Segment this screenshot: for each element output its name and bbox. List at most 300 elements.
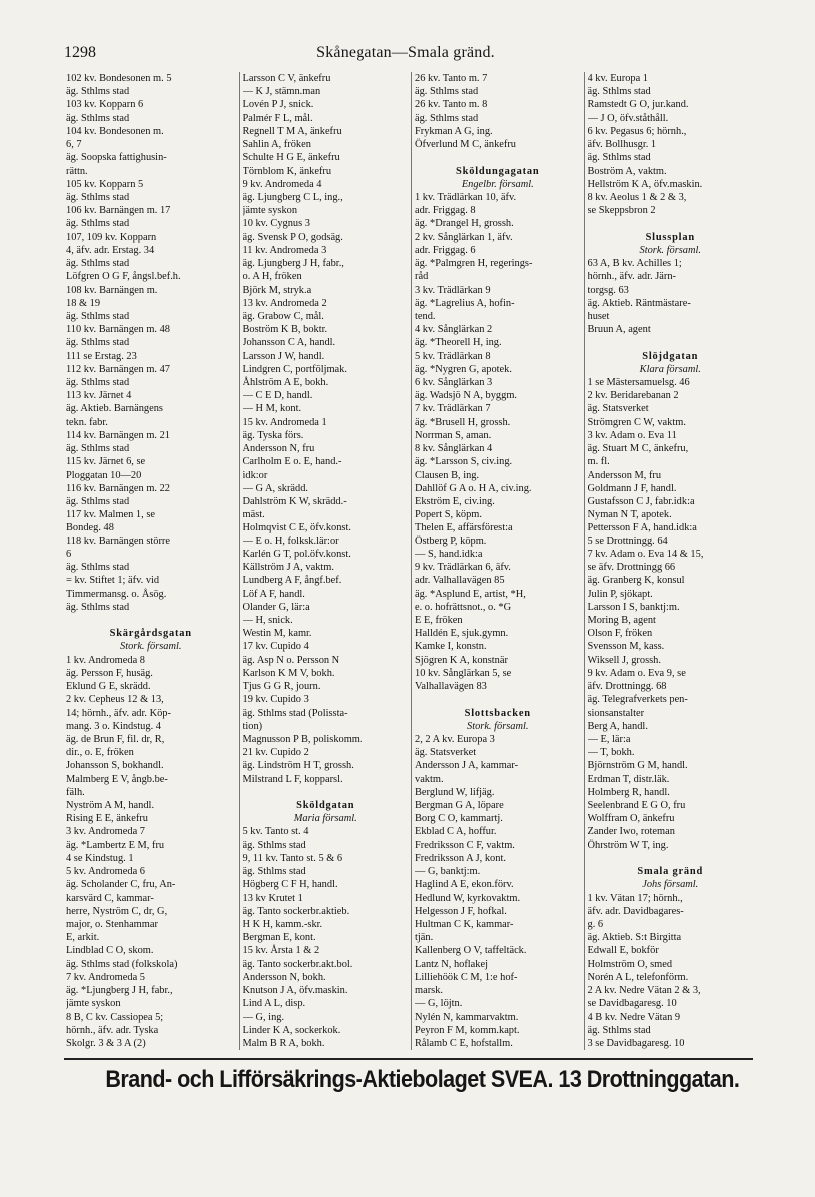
directory-entry: karsvärd C, kammar-: [66, 892, 154, 904]
directory-entry: tend.: [415, 310, 436, 322]
street-heading: Sköldgatan: [296, 800, 355, 812]
directory-entry: 3 kv. Andromeda 7: [66, 826, 145, 838]
directory-entry: 8 kv. Sånglärkan 4: [415, 443, 493, 455]
directory-entry: g. 6: [587, 919, 604, 930]
directory-entry: Lilliehöök C M, 1:e hof-: [415, 971, 518, 983]
parish-subheading: Stork. församl.: [467, 720, 529, 732]
directory-entry: äg. Telegrafverkets pen-: [587, 694, 688, 706]
directory-entry: E, arkit.: [66, 932, 100, 944]
directory-entry: äg. *Ljungberg J H, fabr.,: [66, 985, 173, 997]
directory-entry: Ramstedt G O, jur.kand.: [587, 99, 689, 111]
street-heading: Sköldungagatan: [456, 165, 540, 177]
directory-entry: Malmberg E V, ångb.be-: [66, 773, 168, 785]
directory-entry: Pettersson F A, hand.idk:a: [587, 522, 697, 534]
directory-entry: [243, 786, 409, 799]
directory-entry: äg. Sthlms stad: [66, 562, 130, 574]
directory-entry: äg. Ljungberg C L, ing.,: [242, 191, 343, 203]
directory-entry: äg. Aktieb. Barnängens: [66, 403, 163, 415]
directory-entry: Dahllöf G A o. H A, civ.ing.: [415, 482, 532, 494]
directory-entry: äg. *Nygren G, apotek.: [415, 363, 512, 375]
directory-entry: äg. Sthlms stad: [415, 86, 479, 98]
directory-entry: äg. Granberg K, konsul: [587, 575, 685, 587]
directory-entry: tjän.: [415, 932, 434, 944]
directory-entry: Eklund G E, skrädd.: [66, 681, 151, 693]
directory-entry: Fredriksson C F, vaktm.: [415, 839, 515, 851]
directory-entry: Zander Iwo, roteman: [587, 826, 675, 838]
directory-entry: 3 kv. Trädlärkan 9: [415, 284, 491, 296]
directory-entry: Nylén N, kammarvaktm.: [415, 1011, 519, 1023]
directory-entry: äg. Sthlms stad: [587, 1024, 651, 1036]
directory-entry: äg. Tanto sockerbr.akt.bol.: [242, 958, 353, 970]
directory-entry: [66, 614, 236, 627]
directory-entry: Clausen B, ing.: [415, 469, 480, 481]
directory-entry: Löf A F, handl.: [242, 588, 305, 600]
directory-entry: äg. Sthlms stad: [587, 152, 651, 164]
directory-entry: Johansson S, bokhandl.: [66, 760, 164, 772]
directory-column-4: [584, 72, 757, 1050]
directory-entry: Källström J A, vaktm.: [242, 562, 334, 574]
directory-entry: Larsson C V, änkefru: [242, 73, 331, 84]
directory-entry: 11 kv. Andromeda 3: [242, 244, 327, 256]
directory-entry: Sjögren K A, konstnär: [415, 654, 508, 666]
directory-entry: adr. Valhallavägen 85: [415, 575, 505, 587]
directory-entry: H K H, kamm.-skr.: [242, 919, 323, 930]
directory-entry: Lind A L, disp.: [242, 998, 306, 1010]
directory-entry: e. o. hofrättsnot., o. *G: [415, 601, 512, 613]
directory-entry: se Skeppsbron 2: [587, 205, 656, 217]
directory-entry: äg. Wadsjö N A, byggm.: [415, 390, 518, 402]
parish-subheading: Klara församl.: [639, 363, 701, 375]
directory-entry: 4 kv. Europa 1: [587, 73, 649, 84]
directory-entry: m. fl.: [587, 456, 610, 468]
directory-entry: 9, 11 kv. Tanto st. 5 & 6: [242, 852, 343, 864]
page-header: [60, 44, 751, 70]
directory-entry: äg. Sthlms stad: [66, 86, 130, 98]
directory-entry: äg. Stuart M C, änkefru,: [587, 443, 689, 455]
directory-entry: Karlén G T, pol.öfv.konst.: [242, 548, 351, 560]
directory-entry: 106 kv. Barnängen m. 17: [66, 205, 171, 217]
directory-entry: 1 kv. Andromeda 8: [66, 654, 145, 666]
directory-entry: hörnh., äfv. adr. Tyska: [66, 1024, 159, 1036]
directory-entry: Ekblad C A, hoffur.: [415, 826, 497, 838]
directory-entry: äg. *Larsson S, civ.ing.: [415, 456, 513, 468]
directory-column-2: [239, 72, 412, 1050]
directory-entry: Larsson J W, handl.: [242, 350, 325, 362]
directory-entry: 7 kv. Trädlärkan 7: [415, 403, 491, 415]
directory-entry: 19 kv. Cupido 3: [242, 694, 309, 706]
street-heading: Slottsbacken: [464, 707, 531, 719]
directory-entry: äg. Sthlms stad: [66, 377, 130, 389]
directory-entry: Halldén E, sjuk.gymn.: [415, 628, 509, 640]
directory-entry: äg. *Asplund E, artist, *H,: [415, 588, 526, 600]
directory-entry: — E o. H, folksk.lär:or: [242, 535, 339, 547]
directory-entry: 13 kv Krutet 1: [242, 892, 303, 904]
directory-entry: Lovén P J, snick.: [242, 99, 314, 111]
directory-entry: 2 kv. Sånglärkan 1, äfv.: [415, 231, 513, 243]
directory-entry: 15 kv. Årsta 1 & 2: [242, 945, 320, 957]
directory-entry: Larsson I S, banktj:m.: [587, 601, 680, 613]
directory-entry: Thelen E, affärsförest:a: [415, 522, 513, 534]
directory-entry: 6 kv. Sånglärkan 3: [415, 377, 493, 389]
directory-entry: 116 kv. Barnängen m. 22: [66, 482, 170, 494]
directory-entry: Milstrand L F, kopparsl.: [242, 773, 343, 785]
directory-entry: Erdman T, distr.läk.: [587, 773, 670, 785]
directory-entry: tion): [242, 720, 263, 732]
directory-entry: 111 se Erstag. 23: [66, 350, 137, 362]
directory-entry: torgsg. 63: [587, 284, 629, 296]
directory-entry: o. A H, fröken: [242, 271, 302, 283]
directory-entry: [415, 151, 581, 164]
directory-entry: Hedlund W, kyrkovaktm.: [415, 892, 521, 904]
directory-entry: 112 kv. Barnängen m. 47: [66, 363, 170, 375]
directory-entry: Palmér F L, mål.: [242, 112, 313, 124]
parish-subheading: Stork. församl.: [120, 641, 182, 653]
directory-entry: herre, Nyström C, dr, G,: [66, 905, 168, 917]
directory-entry: 2 kv. Cepheus 12 & 13,: [66, 694, 164, 706]
directory-entry: äg. Sthlms stad: [242, 866, 306, 878]
directory-entry: Carlholm E o. E, hand.-: [242, 456, 342, 468]
directory-entry: äg. *Lambertz E M, fru: [66, 839, 165, 851]
directory-entry: 2 A kv. Nedre Vätan 2 & 3,: [587, 985, 701, 997]
directory-column-3: [411, 72, 584, 1050]
directory-entry: äg. Statsverket: [415, 747, 477, 759]
directory-entry: Hellström K A, öfv.maskin.: [587, 178, 703, 190]
directory-entry: 15 kv. Andromeda 1: [242, 416, 327, 428]
directory-entry: 3 se Davidbagaresg. 10: [587, 1037, 685, 1049]
directory-entry: äg. Scholander C, fru, An-: [66, 879, 176, 891]
directory-entry: 114 kv. Barnängen m. 21: [66, 429, 170, 441]
directory-entry: vaktm.: [415, 773, 444, 785]
directory-entry: Malm B R A, bokh.: [242, 1037, 325, 1049]
directory-entry: = kv. Stiftet 1; äfv. vid: [66, 575, 160, 587]
directory-entry: Bondeg. 48: [66, 522, 114, 534]
directory-entry: 5 se Drottningg. 64: [587, 535, 668, 547]
directory-column-1: [66, 72, 239, 1050]
directory-entry: Sahlin A, fröken: [242, 139, 311, 151]
directory-entry: — G, banktj:m.: [415, 866, 481, 878]
directory-entry: Boström A, vaktm.: [587, 165, 667, 177]
directory-entry: Högberg C F H, handl.: [242, 879, 338, 891]
directory-entry: råd: [415, 271, 429, 283]
directory-entry: 6, 7: [66, 139, 82, 151]
directory-entry: Borg C O, kammartj.: [415, 813, 503, 825]
directory-entry: se Davidbagaresg. 10: [587, 998, 677, 1010]
parish-subheading: Stork. församl.: [639, 244, 701, 256]
directory-entry: Lantz N, hoflakej: [415, 958, 488, 970]
directory-entry: Bergman E, kont.: [242, 932, 316, 944]
directory-entry: adr. Friggag. 6: [415, 244, 476, 256]
directory-entry: 110 kv. Barnängen m. 48: [66, 324, 170, 336]
street-heading: Skärgårdsgatan: [109, 628, 192, 640]
directory-entry: Berg A, handl.: [587, 720, 648, 732]
directory-entry: äg. Sthlms stad: [66, 218, 130, 230]
directory-entry: äg. Asp N o. Persson N: [242, 654, 340, 666]
footer-advertisement: Brand- och Lifförsäkrings-Aktiebolaget SVEA. 13 Drottninggatan.: [105, 1066, 740, 1093]
directory-entry: äg. Tyska förs.: [242, 429, 304, 441]
directory-entry: Törnblom K, änkefru: [242, 165, 332, 177]
directory-entry: [415, 693, 581, 706]
directory-entry: Holmqvist C E, öfv.konst.: [242, 522, 351, 534]
directory-entry: Wiksell J, grossh.: [587, 654, 661, 666]
directory-entry: — E, lär:a: [587, 733, 631, 745]
directory-entry: 102 kv. Bondesonen m. 5: [66, 73, 172, 84]
directory-entry: 4 kv. Sånglärkan 2: [415, 324, 493, 336]
directory-entry: 9 kv. Trädlärkan 6, äfv.: [415, 562, 511, 574]
directory-entry: Dahlström K W, skrädd.-: [242, 496, 347, 507]
directory-entry: Svensson M, kass.: [587, 641, 665, 653]
directory-entry: Karlson K M V, bokh.: [242, 667, 335, 679]
directory-entry: Linder K A, sockerkok.: [242, 1024, 341, 1036]
directory-entry: Lindblad C O, skom.: [66, 945, 154, 957]
directory-entry: 115 kv. Järnet 6, se: [66, 456, 146, 468]
directory-entry: 105 kv. Kopparn 5: [66, 178, 144, 190]
directory-entry: — H M, kont.: [242, 403, 302, 415]
parish-subheading: Johs församl.: [642, 879, 699, 891]
directory-entry: Tjus G G R, journ.: [242, 681, 321, 693]
directory-entry: fälh.: [66, 786, 85, 798]
directory-entry: Westin M, kamr.: [242, 628, 312, 640]
directory-entry: 8 kv. Aeolus 1 & 2 & 3,: [587, 191, 687, 203]
parish-subheading: Engelbr. församl.: [461, 178, 534, 190]
directory-entry: äg. Sthlms stad: [242, 839, 306, 851]
directory-entry: Olander G, lär:a: [242, 601, 310, 613]
directory-entry: jämte syskon: [66, 998, 121, 1010]
directory-entry: Nyman N T, apotek.: [587, 509, 672, 521]
directory-entry: Goldmann J F, handl.: [587, 482, 677, 494]
directory-entry: 2, 2 A kv. Europa 3: [415, 733, 495, 745]
directory-entry: äg. Svensk P O, godsäg.: [242, 231, 343, 243]
directory-entry: 4 se Kindstug. 1: [66, 852, 134, 864]
directory-entry: 5 kv. Andromeda 6: [66, 866, 145, 878]
directory-entry: Olson F, fröken: [587, 628, 653, 640]
directory-entry: mang. 3 o. Kindstug. 4: [66, 720, 161, 732]
street-heading: Slöjdgatan: [642, 350, 699, 362]
directory-entry: äg. Statsverket: [587, 403, 649, 415]
directory-columns: [66, 72, 756, 1050]
directory-entry: Rålamb C E, hofstallm.: [415, 1037, 513, 1049]
directory-entry: 103 kv. Kopparn 6: [66, 99, 144, 111]
directory-entry: idk:or: [242, 469, 268, 481]
directory-entry: Fredriksson A J, kont.: [415, 852, 506, 864]
directory-entry: äg. Sthlms stad (Polissta-: [242, 707, 348, 719]
directory-entry: marsk.: [415, 985, 443, 997]
directory-entry: Öhrström W T, ing.: [587, 839, 669, 851]
directory-entry: 63 A, B kv. Achilles 1;: [587, 258, 682, 270]
directory-entry: 1 kv. Vätan 17; hörnh.,: [587, 892, 683, 904]
directory-entry: äg. *Lagrelius A, hofin-: [415, 297, 515, 309]
directory-entry: äg. Tanto sockerbr.aktieb.: [242, 905, 350, 917]
directory-entry: Boström K B, boktr.: [242, 324, 328, 336]
directory-entry: E E, fröken: [415, 614, 463, 626]
directory-entry: äg. Sthlms stad: [66, 310, 130, 322]
directory-entry: — S, hand.idk:a: [415, 548, 483, 560]
directory-entry: äg. *Brusell H, grossh.: [415, 416, 511, 428]
directory-entry: äg. Sthlms stad: [66, 601, 130, 613]
directory-entry: Andersson J A, kammar-: [415, 760, 519, 772]
directory-entry: adr. Friggag. 8: [415, 205, 476, 217]
directory-entry: — C E D, handl.: [242, 390, 313, 402]
directory-entry: äfv. adr. Davidbagares-: [587, 905, 684, 917]
directory-entry: Popert S, köpm.: [415, 509, 482, 521]
directory-entry: äfv. Bollhusgr. 1: [587, 139, 657, 151]
directory-entry: 117 kv. Malmen 1, se: [66, 509, 155, 521]
directory-entry: dir., o. E, fröken: [66, 747, 134, 759]
directory-entry: Ekström E, civ.ing.: [415, 496, 495, 507]
directory-entry: 6: [66, 548, 72, 560]
directory-entry: Haglind A E, ekon.förv.: [415, 879, 514, 891]
directory-entry: äg. Sthlms stad (folkskola): [66, 958, 178, 970]
directory-entry: Schulte H G E, änkefru: [242, 152, 340, 164]
directory-entry: Seelenbrand E G O, fru: [587, 800, 686, 812]
directory-entry: 1 kv. Trädlärkan 10, äfv.: [415, 191, 517, 203]
directory-entry: 7 kv. Andromeda 5: [66, 971, 145, 983]
directory-entry: äfv. Drottningg. 68: [587, 681, 667, 693]
directory-entry: 5 kv. Trädlärkan 8: [415, 350, 491, 362]
directory-entry: äg. Aktieb. S:t Birgitta: [587, 932, 682, 944]
directory-entry: äg. Lindström H T, grossh.: [242, 760, 354, 772]
directory-entry: Ploggatan 10—20: [66, 469, 142, 481]
directory-entry: äg. Sthlms stad: [66, 496, 130, 507]
page-title: Skånegatan—Smala gränd.: [316, 44, 495, 61]
directory-entry: äg. *Theorell H, ing.: [415, 337, 502, 349]
directory-entry: äg. Aktieb. Räntmästare-: [587, 297, 691, 309]
directory-entry: Björnström G M, handl.: [587, 760, 688, 772]
directory-entry: mäst.: [242, 509, 265, 521]
directory-entry: 107, 109 kv. Kopparn: [66, 231, 157, 243]
directory-entry: äg. Sthlms stad: [66, 258, 130, 270]
directory-entry: Gustafsson C J, fabr.idk:a: [587, 496, 695, 507]
directory-entry: äg. Sthlms stad: [587, 86, 651, 98]
footer-divider: [64, 1058, 753, 1060]
directory-entry: Kamke I, konstn.: [415, 641, 487, 653]
directory-entry: Strömgren C W, vaktm.: [587, 416, 686, 428]
directory-entry: äg. Sthlms stad: [66, 191, 130, 203]
directory-entry: tekn. fabr.: [66, 416, 108, 428]
directory-entry: — H, snick.: [242, 614, 293, 626]
directory-entry: huset: [587, 310, 610, 322]
directory-entry: Rising E E, änkefru: [66, 813, 148, 825]
directory-entry: Frykman A G, ing.: [415, 125, 493, 137]
directory-entry: Bergman G A, löpare: [415, 800, 504, 812]
directory-entry: hörnh., äfv. adr. Järn-: [587, 271, 676, 283]
directory-entry: 118 kv. Barnängen större: [66, 535, 170, 547]
directory-entry: 4, äfv. adr. Erstag. 34: [66, 244, 155, 256]
directory-entry: Lindgren C, portföljmak.: [242, 363, 347, 375]
directory-entry: äg. Persson F, husäg.: [66, 667, 153, 679]
directory-entry: 4 B kv. Nedre Vätan 9: [587, 1011, 681, 1023]
street-heading: Smala gränd: [637, 866, 704, 878]
directory-entry: Hultman C K, kammar-: [415, 919, 514, 930]
directory-entry: 5 kv. Tanto st. 4: [242, 826, 309, 838]
directory-entry: Skolgr. 3 & 3 A (2): [66, 1037, 146, 1049]
directory-entry: — G, ing.: [242, 1011, 285, 1023]
directory-entry: äg. Ljungberg J H, fabr.,: [242, 258, 344, 270]
directory-entry: äg. *Palmgren H, regerings-: [415, 258, 533, 270]
directory-entry: Wolffram O, änkefru: [587, 813, 675, 825]
directory-entry: [588, 217, 754, 230]
directory-entry: äg. Grabow C, mål.: [242, 310, 324, 322]
directory-entry: Nyström A M, handl.: [66, 800, 155, 812]
directory-entry: rättn.: [66, 165, 88, 177]
directory-entry: Holmberg R, handl.: [587, 786, 670, 798]
directory-entry: äg. Sthlms stad: [66, 337, 130, 349]
directory-entry: 2 kv. Beridarebanan 2: [587, 390, 679, 402]
directory-entry: — J O, öfv.ståthåll.: [587, 112, 669, 124]
directory-entry: Regnell T M A, änkefru: [242, 125, 342, 137]
directory-entry: äg. Soopska fattighusin-: [66, 152, 167, 164]
directory-entry: Andersson M, fru: [587, 469, 662, 481]
directory-entry: äg. Sthlms stad: [66, 443, 130, 455]
directory-entry: Andersson N, bokh.: [242, 971, 326, 983]
directory-entry: äg. *Drangel H, grossh.: [415, 218, 514, 230]
directory-entry: jämte syskon: [242, 205, 298, 217]
directory-entry: 104 kv. Bondesonen m.: [66, 125, 164, 137]
directory-entry: — T, bokh.: [587, 747, 635, 759]
directory-entry: Peyron F M, komm.kapt.: [415, 1024, 520, 1036]
directory-entry: 26 kv. Tanto m. 8: [415, 99, 488, 111]
directory-entry: 10 kv. Cygnus 3: [242, 218, 310, 230]
directory-entry: 9 kv. Adam o. Eva 9, se: [587, 667, 686, 679]
directory-entry: 108 kv. Barnängen m.: [66, 284, 158, 296]
directory-entry: 113 kv. Järnet 4: [66, 390, 132, 402]
directory-entry: 3 kv. Adam o. Eva 11: [587, 429, 677, 441]
directory-entry: 10 kv. Sånglärkan 5, se: [415, 667, 512, 679]
directory-entry: 14; hörnh., äfv. adr. Köp-: [66, 707, 171, 719]
directory-entry: — G, löjtn.: [415, 998, 463, 1010]
directory-entry: 26 kv. Tanto m. 7: [415, 73, 488, 84]
directory-entry: Kallenberg O V, taffeltäck.: [415, 945, 527, 957]
directory-entry: 17 kv. Cupido 4: [242, 641, 309, 653]
directory-entry: äg. Sthlms stad: [415, 112, 479, 124]
directory-entry: Åhlström A E, bokh.: [242, 377, 329, 389]
directory-entry: — K J, stämn.man: [242, 86, 321, 98]
directory-entry: Edwall E, bokför: [587, 945, 659, 957]
directory-entry: [588, 852, 754, 865]
directory-entry: Magnusson P B, poliskomm.: [242, 733, 363, 745]
directory-entry: Helgesson J F, hofkal.: [415, 905, 507, 917]
directory-entry: Julin P, sjökapt.: [587, 588, 653, 600]
directory-entry: — G A, skrädd.: [242, 482, 309, 494]
directory-entry: major, o. Stenhammar: [66, 919, 158, 930]
street-heading: Slussplan: [645, 231, 695, 243]
directory-entry: 6 kv. Pegasus 6; hörnh.,: [587, 125, 687, 137]
directory-entry: Öfverlund M C, änkefru: [415, 139, 516, 151]
directory-entry: Andersson N, fru: [242, 443, 315, 455]
directory-entry: Timmermansg. o. Åsög.: [66, 588, 167, 600]
directory-entry: sionsanstalter: [587, 707, 645, 719]
directory-entry: 21 kv. Cupido 2: [242, 747, 309, 759]
directory-entry: Östberg P, köpm.: [415, 535, 487, 547]
directory-entry: Björk M, stryk.a: [242, 284, 312, 296]
page-number: 1298: [64, 44, 96, 61]
directory-entry: Holmström O, smed: [587, 958, 673, 970]
directory-entry: Norrman S, aman.: [415, 429, 492, 441]
directory-entry: se äfv. Drottningg 66: [587, 562, 676, 574]
directory-entry: Berglund W, lifjäg.: [415, 786, 495, 798]
directory-entry: Knutson J A, öfv.maskin.: [242, 985, 348, 997]
directory-entry: 9 kv. Andromeda 4: [242, 178, 322, 190]
directory-entry: Bruun A, agent: [587, 324, 651, 336]
directory-entry: 13 kv. Andromeda 2: [242, 297, 327, 309]
directory-entry: [588, 336, 754, 349]
directory-entry: Johansson C A, handl.: [242, 337, 336, 349]
parish-subheading: Maria församl.: [293, 813, 357, 825]
directory-entry: Valhallavägen 83: [415, 681, 487, 693]
directory-entry: Löfgren O G F, ångsl.bef.h.: [66, 271, 181, 283]
directory-entry: äg. Sthlms stad: [66, 112, 130, 124]
directory-entry: 8 B, C kv. Cassiopea 5;: [66, 1011, 164, 1023]
directory-entry: Norén A L, telefonförm.: [587, 971, 689, 983]
